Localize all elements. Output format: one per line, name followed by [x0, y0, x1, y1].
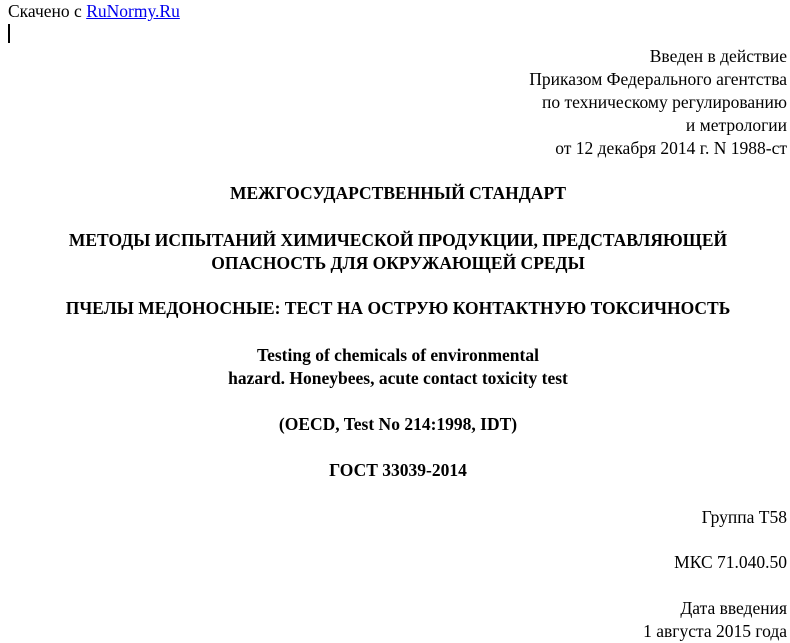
- date-label: Дата введения: [680, 598, 787, 618]
- group-code: Группа Т58: [701, 507, 787, 527]
- enactment-line: Приказом Федерального агентства: [529, 69, 787, 89]
- enactment-block: [529, 45, 787, 160]
- main-title-line: МЕТОДЫ ИСПЫТАНИЙ ХИМИЧЕСКОЙ ПРОДУКЦИИ, ПРЕДСТАВЛЯЮЩЕЙ: [68, 230, 728, 250]
- english-title-line: hazard. Honeybees, acute contact toxicity test: [228, 368, 568, 388]
- enactment-line: Введен в действие: [649, 46, 787, 66]
- download-source-line: [8, 0, 180, 23]
- runormy-link[interactable]: RuNormy.Ru: [86, 1, 180, 21]
- text-cursor: [8, 24, 10, 43]
- english-title-line: Testing of chemicals of environmental: [257, 345, 539, 365]
- subtitle: ПЧЕЛЫ МЕДОНОСНЫЕ: ТЕСТ НА ОСТРУЮ КОНТАКТНУЮ ТОКСИЧНОСТЬ: [65, 298, 731, 318]
- main-title: [0, 229, 790, 275]
- enactment-line: от 12 декабря 2014 г. N 1988-ст: [555, 138, 787, 158]
- download-prefix: Скачено с: [8, 1, 87, 21]
- enactment-line: по техническому регулированию: [541, 92, 787, 112]
- gost-number: ГОСТ 33039-2014: [329, 460, 467, 480]
- introduction-date: [643, 597, 787, 643]
- standard-type-heading: МЕЖГОСУДАРСТВЕННЫЙ СТАНДАРТ: [229, 183, 567, 203]
- main-title-line: ОПАСНОСТЬ ДЛЯ ОКРУЖАЮЩЕЙ СРЕДЫ: [211, 253, 585, 273]
- mks-code: МКС 71.040.50: [674, 552, 787, 572]
- enactment-line: и метрологии: [685, 115, 787, 135]
- oecd-reference: (OECD, Test No 214:1998, IDT): [278, 414, 518, 434]
- date-value: 1 августа 2015 года: [643, 621, 787, 641]
- english-title: [0, 344, 790, 390]
